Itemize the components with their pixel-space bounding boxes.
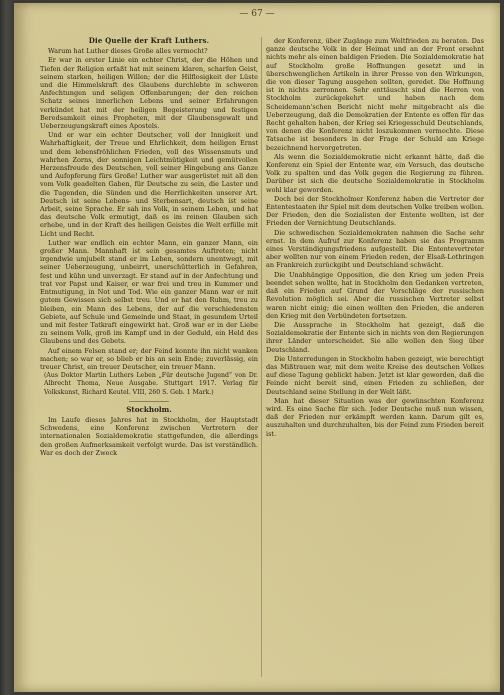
paragraph: der Konferenz, über Zugänge zum Weltfrieden zu beraten. Das ganze deutsche Volk in der Heimat und an der Front ersehnt nichts mehr als einen baldigen Frieden. Die Sozialdemokratie hat auf Stockholm große Hoffnungen gesetzt und in überschwenglichen Artikeln in ihrer Presse von den Wirkungen, die von dieser Tagung ausgehen sollten, geredet. Die Hoffnung ist in nichts zerronnen. Sehr enttäuscht sind die Herren von Stockholm zurückgekehrt und haben nach dem Scheidemann'schen Bericht nicht mehr mitgebracht als die Ueberzeugung, daß die Demokratien der Entente es offen für das Recht gehalten haben, der Krieg sei Kriegesschuld Deutschlands, von denen die Konferenz nicht loszukommen vermochte. Diese Tatsache ist besonders in der Frage der Schuld am Kriege bezeichnend hervorgetreten.	[266, 37, 484, 152]
column-divider	[261, 37, 262, 677]
left-column	[40, 37, 258, 683]
paragraph: Und er war ein echter Deutscher, voll der Innigkeit und Wahrhaftigkeit, der Treue und Ehrlichkeit, dem heiligen Ernst und dem lebensfröhlichen Frieden, voll des Wissensmuts und wahrhen Zorns, der sonnigen Leichtmütigkeit und gemütvollen Herzensfreude des Deutschen, voll seiner Hingebung ans Ganze und Aufopferung fürs Große! Luther war ausgerüstet mit all den vom Volk geadelten Gaben, für Deutsche zu sein, die Laster und die Tugenden, die Sünden und die Herrlichkeiten unserer Art. Deutsch ist seine Lebens- und Sterbensart, deutsch ist seine Arbeit, seine Sprache. Er sah ins Volk, in seinem Leben, und hat das deutsche Volk ermutigt, daß es im reinen Glauben sich erhebe, und in der Kraft des heiligen Geistes die Welt erfülle mit Licht und Recht.	[40, 131, 258, 238]
page-number: — 67 —	[239, 9, 275, 19]
paragraph: Im Laufe dieses Jahres hat in Stockholm, der Hauptstadt Schwedens, eine Konferenz zwischen Vertretern der internationalen Sozialdemokratie stattgefunden, die allerdings den großen Aufmerksamkeit verfolgt wurde. Das ist verständlich. War es doch der Zweck	[40, 415, 258, 457]
paragraph: Er war in erster Linie ein echter Christ, der die Höhen und Tiefen der Religion erfaßt hat mit seinem klaren, scharfen Geist, seinem starken, heiligen Willen; der die Hilflosigkeit der Lüste und die Himmelskraft des Glaubens durchlebte in schweren Anfechtungen und seligen Offenbarungen; der den reichen Schatz seines innerlichen Lebens und seiner Erfahrungen verkündet hat mit der heiligen Begeisterung und festigen Beredsamkeit eines Propheten, mit der Glaubensgewalt und Ueberzeugungskraft eines Apostels.	[40, 56, 258, 131]
right-column	[266, 37, 484, 683]
newspaper-page	[14, 3, 500, 692]
section-divider	[129, 401, 169, 402]
section-title: Stockholm.	[126, 404, 172, 414]
paragraph: Doch bei der Stockholmer Konferenz haben die Vertreter der Ententestaaten ihr Spiel mit dem deutschen Volke treiben wollen. Der Frieden, den die Sozialisten der Entente wollten, ist der Frieden der Vernichtung Deutschlands.	[266, 194, 484, 228]
quote-reference: (Aus Doktor Martin Luthers Leben „Für deutsche Jugend“ von Dr. Albrecht Thoma, Neue Ausgabe. Stuttgart 1917. Verlag für Volkskunst, Richard Keutel. VIII, 260 S. Geb. 1 Mark.)	[44, 372, 258, 396]
paragraph: Die Aussprache in Stockholm hat gezeigt, daß die Sozialdemokratie der Entente sich in nichts von den Regierungen ihrer Länder unterscheidet. Sie alle wollen den Sieg über Deutschland.	[266, 320, 484, 354]
paragraph: Die Unterredungen in Stockholm haben gezeigt, wie berechtigt das Mißtrauen war, mit dem weite Kreise des deutschen Volkes auf diese Tagung geblickt haben. Jetzt ist klar geworden, daß die Feinde nicht bereit sind, einen Frieden zu schließen, der Deutschland seine Stellung in der Welt läßt.	[266, 354, 484, 396]
paragraph: Auf einem Felsen stand er; der Feind konnte ihn nicht wanken machen; so war er, so blieb er bis an sein Ende; zuverlässig, ein treuer Christ, ein treuer Deutscher, ein treuer Mann.	[40, 346, 258, 371]
paragraph: Die Unabhängige Opposition, die den Krieg um jeden Preis beendet sehen wollte, hat in Stockholm den Gedanken vertreten, daß ein Frieden auf Grund der Vorschläge der russischen Revolution möglich sei. Aber die russischen Vertreter selbst waren nicht einig; die einen wollten den Frieden, die anderen den Krieg mit den Verbündeten fortsetzen.	[266, 270, 484, 320]
paragraph: Man hat dieser Situation was der gewünschten Konferenz wird. Es eine Sache für sich. Jeder Deutsche muß nun wissen, daß der Frieden nur erkämpft werden kann. Darum gilt es, auszuhalten und durchzuhalten, bis der Feind zum Frieden bereit ist.	[266, 396, 484, 438]
article-title: Die Quelle der Kraft Luthers.	[88, 37, 210, 45]
paragraph: Warum hat Luther dieses Große alles vermocht?	[48, 47, 208, 56]
paragraph: Die schwedischen Sozialdemokraten nahmen die Sache sehr ernst. In dem Aufruf zur Konferenz haben sie das Programm eines Verständigungsfriedens aufgestellt. Die Ententevertreter aber wollten nur von einem Frieden reden, der Elsaß-Lothringen an Frankreich zurückgibt und Deutschland schwächt.	[266, 228, 484, 270]
paragraph: Luther war endlich ein echter Mann, ein ganzer Mann, ein großer Mann. Mannhaft ist sein gesamtes Auftreten; nicht irgendwie umjubelt stand er im Leben, sondern unentwegt, mit seiner Ueberzeugung, unbeirrt, unerschütterlich in Gefahren, fest und kühn und unverzagt. Er stand auf in der Anfechtung und trat vor Papst und Kaiser, er war frei und treu in Kummer und Entmutigung, in Not und Tod. Wie ein ganzer Mann war er mit gutem Gewissen sich selbst treu. Und er hat den Ruhm, treu zu bleiben, ein Mann des Lebens, der auf die verschiedensten Gebiete, auf Schule und Gemeinde und Staat, in gesundem Urteil und mit fester Tatkraft eingewirkt hat. Groß war er in der Liebe zu seinem Volk, groß im Kampf und in der Geduld, ein Held des Glaubens und des Gebets.	[40, 238, 258, 346]
paragraph: Als wenn die Sozialdemokratie nicht erkannt hätte, daß die Konferenz ein Spiel der Entente war, ein Versuch, das deutsche Volk zu spalten und das Volk gegen die Regierung zu führen. Darüber ist sich die deutsche Sozialdemokratie in Stockholm wohl klar geworden.	[266, 152, 484, 194]
